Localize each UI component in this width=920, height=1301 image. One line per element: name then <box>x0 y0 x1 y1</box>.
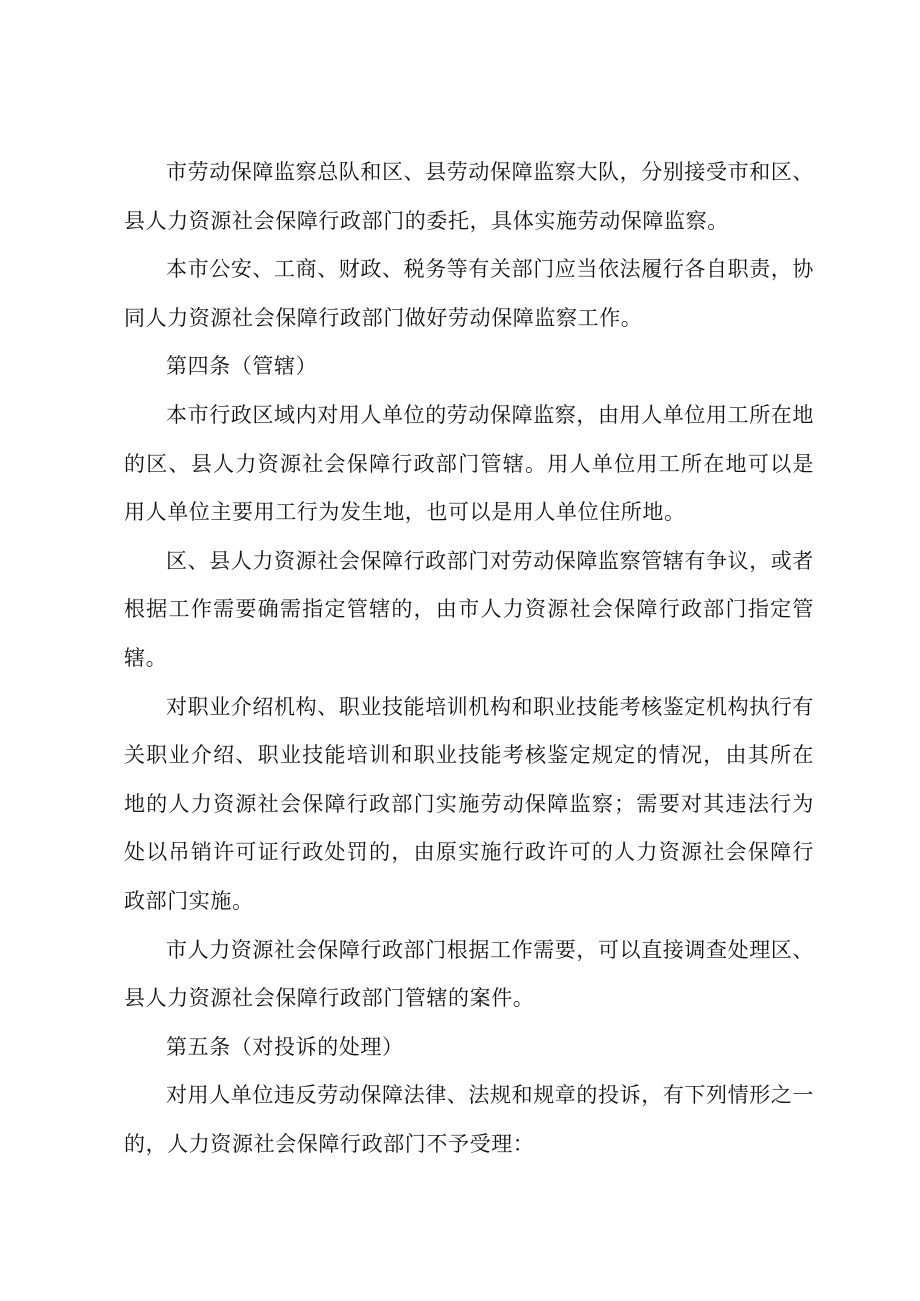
paragraph-cooperating-departments: 本市公安、工商、财政、税务等有关部门应当依法履行各自职责，协同人力资源社会保障行政部门做好劳动保障监察工作。 <box>124 257 814 330</box>
paragraph-jurisdiction-agencies: 对职业介绍机构、职业技能培训机构和职业技能考核鉴定机构执行有关职业介绍、职业技能培训和职业技能考核鉴定规定的情况，由其所在地的人力资源社会保障行政部门实施劳动保障监察；需要对其违法行为处以吊销许可证行政处罚的，由原实施行政许可的人力资源社会保障行政部门实施。 <box>124 694 814 913</box>
paragraph-direct-investigation: 市人力资源社会保障行政部门根据工作需要，可以直接调查处理区、县人力资源社会保障行政部门管辖的案件。 <box>124 937 814 1011</box>
document-body <box>124 148 814 1168</box>
paragraph-jurisdiction-employer: 本市行政区域内对用人单位的劳动保障监察，由用人单位用工所在地的区、县人力资源社会保障行政部门管辖。用人单位用工所在地可以是用人单位主要用工行为发生地，也可以是用人单位住所地。 <box>124 402 814 525</box>
paragraph-supervision-teams: 市劳动保障监察总队和区、县劳动保障监察大队，分别接受市和区、县人力资源社会保障行政部门的委托，具体实施劳动保障监察。 <box>124 160 814 233</box>
paragraph-jurisdiction-dispute: 区、县人力资源社会保障行政部门对劳动保障监察管辖有争议，或者根据工作需要确需指定管辖的，由市人力资源社会保障行政部门指定管辖。 <box>124 548 814 670</box>
article-4-heading: 第四条（管辖） <box>166 354 318 379</box>
paragraph-complaints-not-accepted: 对用人单位违反劳动保障法律、法规和规章的投诉，有下列情形之一的，人力资源社会保障行政部门不予受理： <box>124 1083 814 1156</box>
article-5-heading: 第五条（对投诉的处理） <box>166 1034 404 1059</box>
